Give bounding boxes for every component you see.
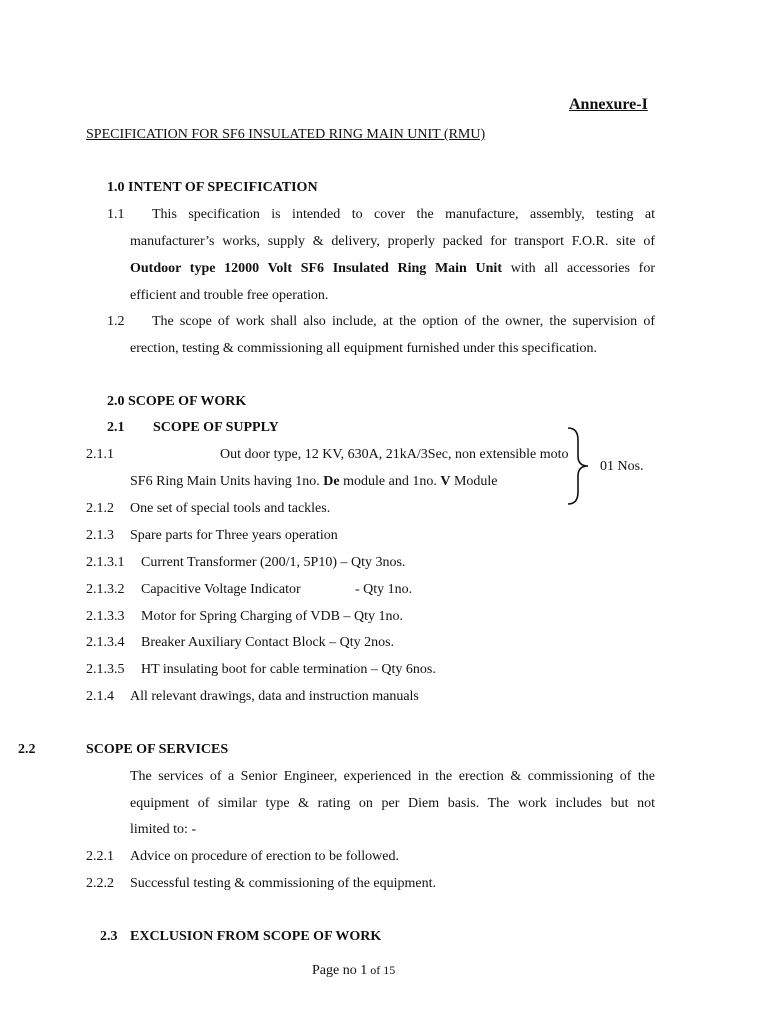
annexure-label: Annexure-I xyxy=(569,96,648,113)
services-line-1: The services of a Senior Engineer, experienced in the erection & commissioning of the xyxy=(130,769,655,784)
item-2-1-3-5-text: HT insulating boot for cable termination – Qty 6nos. xyxy=(141,662,436,677)
item-2-1-3-4-number: 2.1.3.4 xyxy=(86,635,125,650)
item-2-2-1-text: Advice on procedure of erection to be followed. xyxy=(130,849,400,864)
clause-1-1-line-3-rest: with all accessories for xyxy=(502,261,655,276)
section-2-3-heading: EXCLUSION FROM SCOPE OF WORK xyxy=(130,929,382,944)
item-2-1-3-2-number: 2.1.3.2 xyxy=(86,582,125,597)
section-1-heading: 1.0 INTENT OF SPECIFICATION xyxy=(107,180,318,195)
item-2-1-1-line-1: Out door type, 12 KV, 630A, 21kA/3Sec, non extensible moto xyxy=(220,447,569,462)
section-2-2-number: 2.2 xyxy=(18,742,36,757)
services-line-2: equipment of similar type & rating on per Diem basis. The work includes but not xyxy=(130,796,655,811)
item-2-2-2-number: 2.2.2 xyxy=(86,876,114,891)
section-2-3-number: 2.3 xyxy=(100,929,118,944)
item-2-1-3-3-number: 2.1.3.3 xyxy=(86,609,125,624)
services-line-3: limited to: - xyxy=(130,822,197,837)
curly-brace-icon xyxy=(566,426,596,506)
specification-title: SPECIFICATION FOR SF6 INSULATED RING MAIN UNIT (RMU) xyxy=(86,127,486,142)
item-2-1-3-number: 2.1.3 xyxy=(86,528,114,543)
clause-1-2-number: 1.2 xyxy=(107,314,125,329)
quantity-01-nos: 01 Nos. xyxy=(600,459,644,474)
item-2-1-4-number: 2.1.4 xyxy=(86,689,114,704)
item-2-1-3-3-text: Motor for Spring Charging of VDB – Qty 1no. xyxy=(141,609,403,624)
item-2-1-3-1-number: 2.1.3.1 xyxy=(86,555,125,570)
item-2-1-1-text-c: module and 1no. xyxy=(339,474,441,489)
item-2-1-1-de: De xyxy=(323,474,340,489)
page-footer xyxy=(312,962,395,979)
rmu-bold-text: Outdoor type 12000 Volt SF6 Insulated Ring Main Unit xyxy=(130,261,502,276)
item-2-2-2-text: Successful testing & commissioning of the equipment. xyxy=(130,876,437,891)
item-2-1-4-text: All relevant drawings, data and instruction manuals xyxy=(130,689,419,704)
item-2-2-1-number: 2.2.1 xyxy=(86,849,114,864)
clause-1-2-line-1: The scope of work shall also include, at the option of the owner, the supervision of xyxy=(152,314,655,329)
section-2-heading: 2.0 SCOPE OF WORK xyxy=(107,394,247,409)
item-2-1-3-2-qty: - Qty 1no. xyxy=(355,582,413,597)
section-2-2-heading: SCOPE OF SERVICES xyxy=(86,742,229,757)
item-2-1-2-number: 2.1.2 xyxy=(86,501,114,516)
clause-2-1-heading: SCOPE OF SUPPLY xyxy=(153,420,279,435)
item-2-1-1-text-a: SF6 Ring Main Units having 1no. xyxy=(130,474,324,489)
item-2-1-3-1-text: Current Transformer (200/1, 5P10) – Qty 3nos. xyxy=(141,555,406,570)
page-number: 1 xyxy=(360,963,368,978)
item-2-1-3-4-text: Breaker Auxiliary Contact Block – Qty 2nos. xyxy=(141,635,395,650)
item-2-1-1-number: 2.1.1 xyxy=(86,447,114,462)
item-2-1-1-line-2 xyxy=(130,474,498,490)
item-2-1-3-5-number: 2.1.3.5 xyxy=(86,662,125,677)
clause-1-1-line-3 xyxy=(130,261,655,277)
page-total: of 15 xyxy=(367,963,396,977)
item-2-1-3-2-text: Capacitive Voltage Indicator xyxy=(141,582,301,597)
item-2-1-1-text-e: Module xyxy=(450,474,498,489)
clause-1-2-line-2: erection, testing & commissioning all equipment furnished under this specification. xyxy=(130,341,597,356)
item-2-1-3-text: Spare parts for Three years operation xyxy=(130,528,338,543)
clause-1-1-line-2: manufacturer’s works, supply & delivery, properly packed for transport F.O.R. site of xyxy=(130,234,655,249)
clause-2-1-number: 2.1 xyxy=(107,420,125,435)
clause-1-1-number: 1.1 xyxy=(107,207,125,222)
clause-1-1-line-4: efficient and trouble free operation. xyxy=(130,288,329,303)
item-2-1-1-v: V xyxy=(440,474,451,489)
clause-1-1-line-1: This specification is intended to cover the manufacture, assembly, testing at xyxy=(152,207,655,222)
page-label: Page no xyxy=(312,963,361,978)
item-2-1-2-text: One set of special tools and tackles. xyxy=(130,501,331,516)
